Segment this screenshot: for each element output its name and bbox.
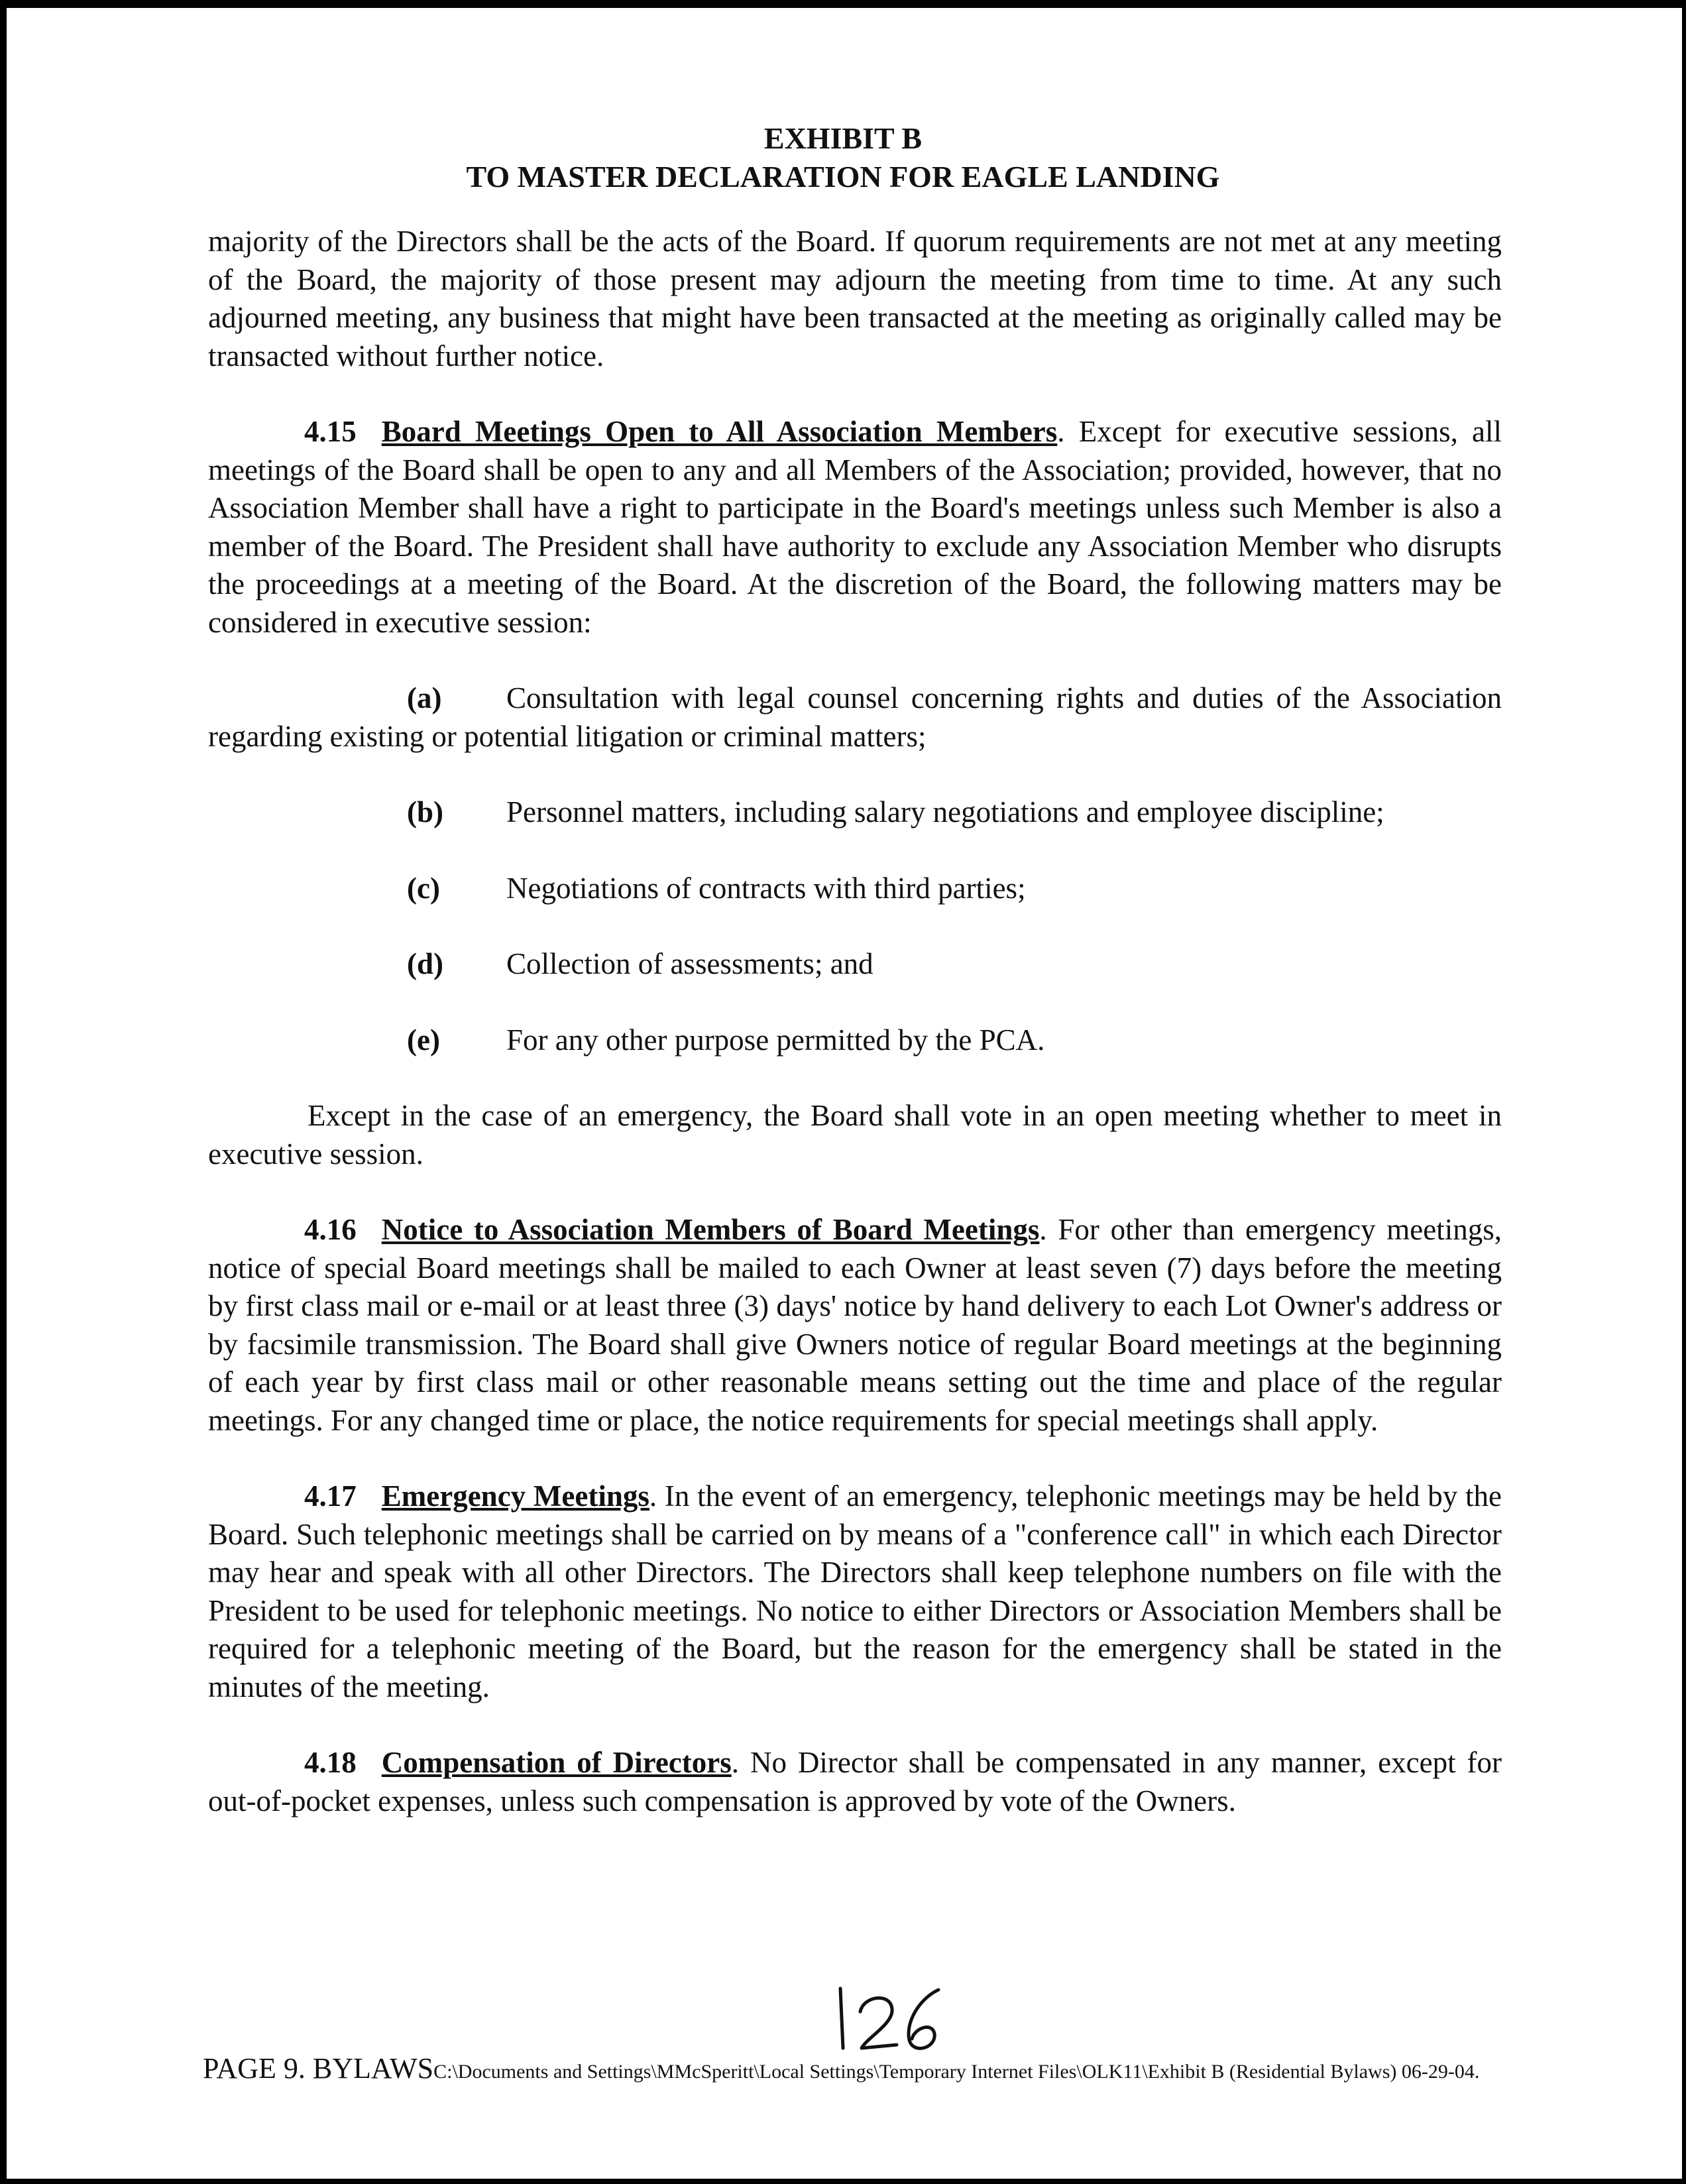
section-number: 4.18 — [304, 1746, 357, 1779]
page-footer — [203, 2051, 1661, 2085]
section-title: Notice to Association Members of Board Meetings — [381, 1213, 1040, 1246]
section-number: 4.17 — [304, 1479, 357, 1513]
emergency-vote-paragraph: Except in the case of an emergency, the Board shall vote in an open meeting whether to meet in executive session. — [208, 1099, 1502, 1171]
section-number: 4.15 — [304, 415, 357, 448]
scan-border-top — [0, 0, 1686, 8]
section-4-16 — [208, 1211, 1502, 1440]
section-text: . In the event of an emergency, telephonic meetings may be held by the Board. Such telephonic meetings shall be carried on by means of a "conference call" in which each Director may hear and speak with all other Directors. The Directors shall keep telephone numbers on file with the President to be used for telephonic meetings. No notice to either Directors or Association Members shall be required for a telephonic meeting of the Board, but the reason for the emergency shall be stated in the minutes of the meeting. — [208, 1479, 1502, 1703]
item-text: Personnel matters, including salary negotiations and employee discipline; — [506, 795, 1384, 829]
section-number: 4.16 — [304, 1213, 357, 1246]
scan-border-right — [1682, 0, 1686, 2184]
section-text: . For other than emergency meetings, notice of special Board meetings shall be mailed to each Owner at least seven (7) days before the meeting by first class mail or e-mail or at least three (3) days' notice by hand delivery to each Lot Owner's address or by facsimile transmission. The Board shall give Owners notice of regular Board meetings at the beginning of each year by first class mail or other reasonable means setting out the time and place of the regular meetings. For any changed time or place, the notice requirements for special meetings shall apply. — [208, 1213, 1502, 1437]
item-text: Consultation with legal counsel concerning rights and duties of the Association regarding existing or potential litigation or criminal matters; — [208, 681, 1502, 753]
handwritten-page-number — [827, 1982, 946, 2061]
section-title: Emergency Meetings — [381, 1479, 649, 1513]
item-label: (b) — [407, 795, 443, 829]
item-label: (e) — [407, 1023, 440, 1057]
header-line-1: EXHIBIT B — [763, 121, 923, 155]
header-line-2: TO MASTER DECLARATION FOR EAGLE LANDING — [466, 160, 1220, 194]
item-d — [208, 945, 1502, 984]
section-title: Board Meetings Open to All Association Members — [381, 415, 1058, 448]
item-label: (d) — [407, 947, 443, 980]
scan-border-left — [0, 0, 7, 2184]
section-4-15 — [208, 413, 1502, 642]
document-body — [208, 223, 1502, 1820]
section-title: Compensation of Directors — [381, 1746, 732, 1779]
item-a — [208, 679, 1502, 756]
item-text: Collection of assessments; and — [506, 947, 873, 980]
item-b — [208, 793, 1502, 832]
item-label: (c) — [407, 871, 440, 905]
section-4-17 — [208, 1477, 1502, 1706]
item-e — [208, 1021, 1502, 1060]
section-4-18 — [208, 1744, 1502, 1820]
footer-page-label: PAGE 9. BYLAWS — [203, 2052, 434, 2085]
item-c — [208, 870, 1502, 908]
scan-border-bottom — [0, 2179, 1686, 2184]
item-text: Negotiations of contracts with third parties; — [506, 871, 1026, 905]
footer-file-path: C:\Documents and Settings\MMcSperitt\Local Settings\Temporary Internet Files\OLK11\Exhibit B (Residential Bylaws) 06-29-04. — [433, 2061, 1480, 2083]
exhibit-header — [0, 119, 1686, 196]
section-text: . Except for executive sessions, all meetings of the Board shall be open to any and all Members of the Association; provided, however, that no Association Member shall have a right to participate in the Board's meetings unless such Member is also a member of the Board. The President shall have authority to exclude any Association Member who disrupts the proceedings at a meeting of the Board. At the discretion of the Board, the following matters may be considered in executive session: — [208, 415, 1502, 639]
intro-paragraph: majority of the Directors shall be the acts of the Board. If quorum requirements are not met at any meeting of the Board, the majority of those present may adjourn the meeting from time to time. At any such adjourned meeting, any business that might have been transacted at the meeting as originally called may be transacted without further notice. — [208, 225, 1502, 373]
section-text: . No Director shall be compensated in any manner, except for out-of-pocket expenses, unless such compensation is approved by vote of the Owners. — [208, 1746, 1502, 1817]
item-text: For any other purpose permitted by the PCA. — [506, 1023, 1045, 1057]
item-label: (a) — [407, 681, 442, 715]
